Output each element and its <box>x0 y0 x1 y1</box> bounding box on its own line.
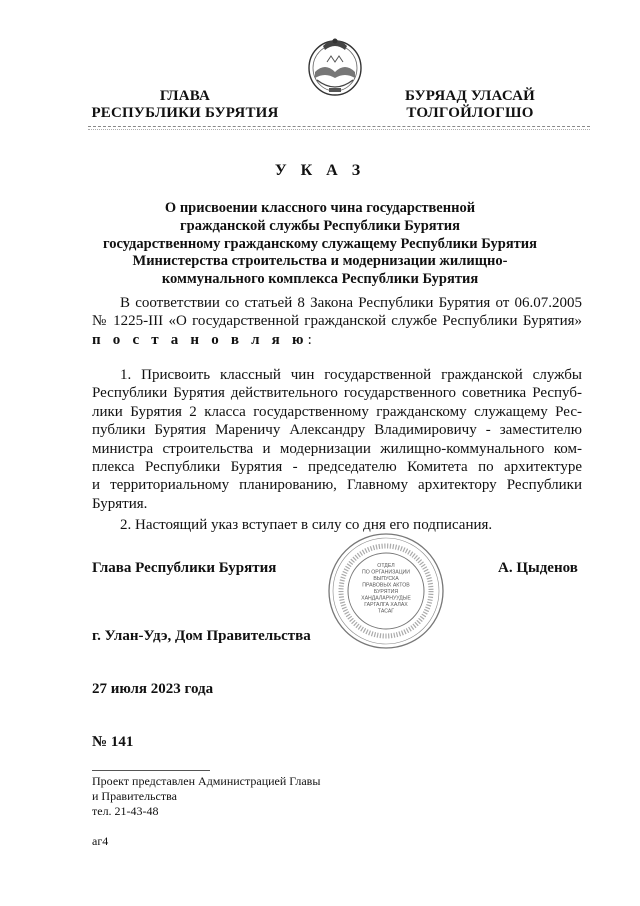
title-line: коммунального комплекса Республики Бурятия <box>161 271 479 288</box>
title-line: гражданской службы Республики Бурятия <box>180 217 460 234</box>
official-seal-stamp <box>327 532 445 650</box>
item-1-line: Республики Бурятия действительного государственного советника Респуб- <box>92 385 582 402</box>
footnote-line: тел. 21-43-48 <box>92 804 159 818</box>
document-type: У К А З <box>274 162 366 179</box>
item-1-line: плекса Республики Бурятия - председателю Комитета по архитектуре <box>92 459 582 476</box>
item-1-line: и территориальному планированию, Главному архитектору Республики <box>92 477 582 494</box>
title-line: Министерства строительства и модернизации жилищно- <box>132 253 508 270</box>
document-title <box>90 200 550 289</box>
seal-line: ПРАВОВЫХ АКТОВ <box>362 582 410 589</box>
decree-colon: : <box>307 331 312 348</box>
item-1-line: 1. Присвоить классный чин государственной гражданской службы <box>120 367 582 383</box>
item-1-line: лики Бурятия 2 класса государственному гражданскому служащему Рес- <box>92 403 582 420</box>
header-right-line2: ТОЛГОЙЛОГШО <box>406 105 534 121</box>
preamble-paragraph <box>92 294 582 349</box>
item-2-paragraph: 2. Настоящий указ вступает в силу со дня его подписания. <box>120 517 493 533</box>
seal-line: ТАСАГ <box>377 608 395 615</box>
seal-line: ОТДЕЛ <box>377 563 395 569</box>
item-1-paragraph <box>92 366 582 513</box>
decree-word: п о с т а н о в л я ю <box>92 331 308 348</box>
item-1-line: публики Бурятия Мареничу Александру Владимировичу - заместителю <box>92 422 582 439</box>
signing-date: 27 июля 2023 года <box>92 681 214 697</box>
title-line: О присвоении классного чина государственной <box>164 200 476 216</box>
preamble-line: В соответствии со статьей 8 Закона Республики Бурятия от 06.07.2005 <box>120 295 582 311</box>
footnote-line: и Правительства <box>92 789 177 803</box>
signature-name: А. Цыденов <box>498 560 578 576</box>
header-left <box>90 88 280 122</box>
decree-number: № 141 <box>92 734 134 750</box>
coat-of-arms-emblem <box>301 32 369 100</box>
footnote-line: Проект представлен Администрацией Главы <box>92 774 321 788</box>
footnote-separator <box>92 770 210 771</box>
header-left-line2: РЕСПУБЛИКИ БУРЯТИЯ <box>91 105 279 121</box>
seal-line: ГАРГАЛГА ХАЛАХ <box>364 602 408 608</box>
seal-line: ХАНДАЛАРНУУДЫЕ <box>361 595 411 602</box>
seal-line: БУРЯТИЯ <box>373 589 399 595</box>
title-line: государственному гражданскому служащему Республики Бурятия <box>102 235 537 252</box>
signing-place: г. Улан-Удэ, Дом Правительства <box>92 628 311 644</box>
item-1-line: Бурятия. <box>92 495 148 512</box>
document-code: аг4 <box>92 834 109 848</box>
header-separator <box>88 126 590 127</box>
item-1-line: министра строительства и модернизации жилищно-коммунального ком- <box>92 440 582 457</box>
header-separator-secondary <box>88 129 590 130</box>
signature-position: Глава Республики Бурятия <box>92 560 277 576</box>
footnote <box>92 774 320 819</box>
seal-line: ВЫПУСКА <box>373 576 399 582</box>
header-left-line1: ГЛАВА <box>159 88 211 104</box>
header-right-line1: БУРЯАД УЛАСАЙ <box>404 88 536 104</box>
header-right <box>390 88 550 122</box>
seal-line: ПО ОРГАНИЗАЦИИ <box>362 569 410 576</box>
preamble-line: № 1225-III «О государственной гражданской службе Республики Бурятия» <box>92 313 582 330</box>
